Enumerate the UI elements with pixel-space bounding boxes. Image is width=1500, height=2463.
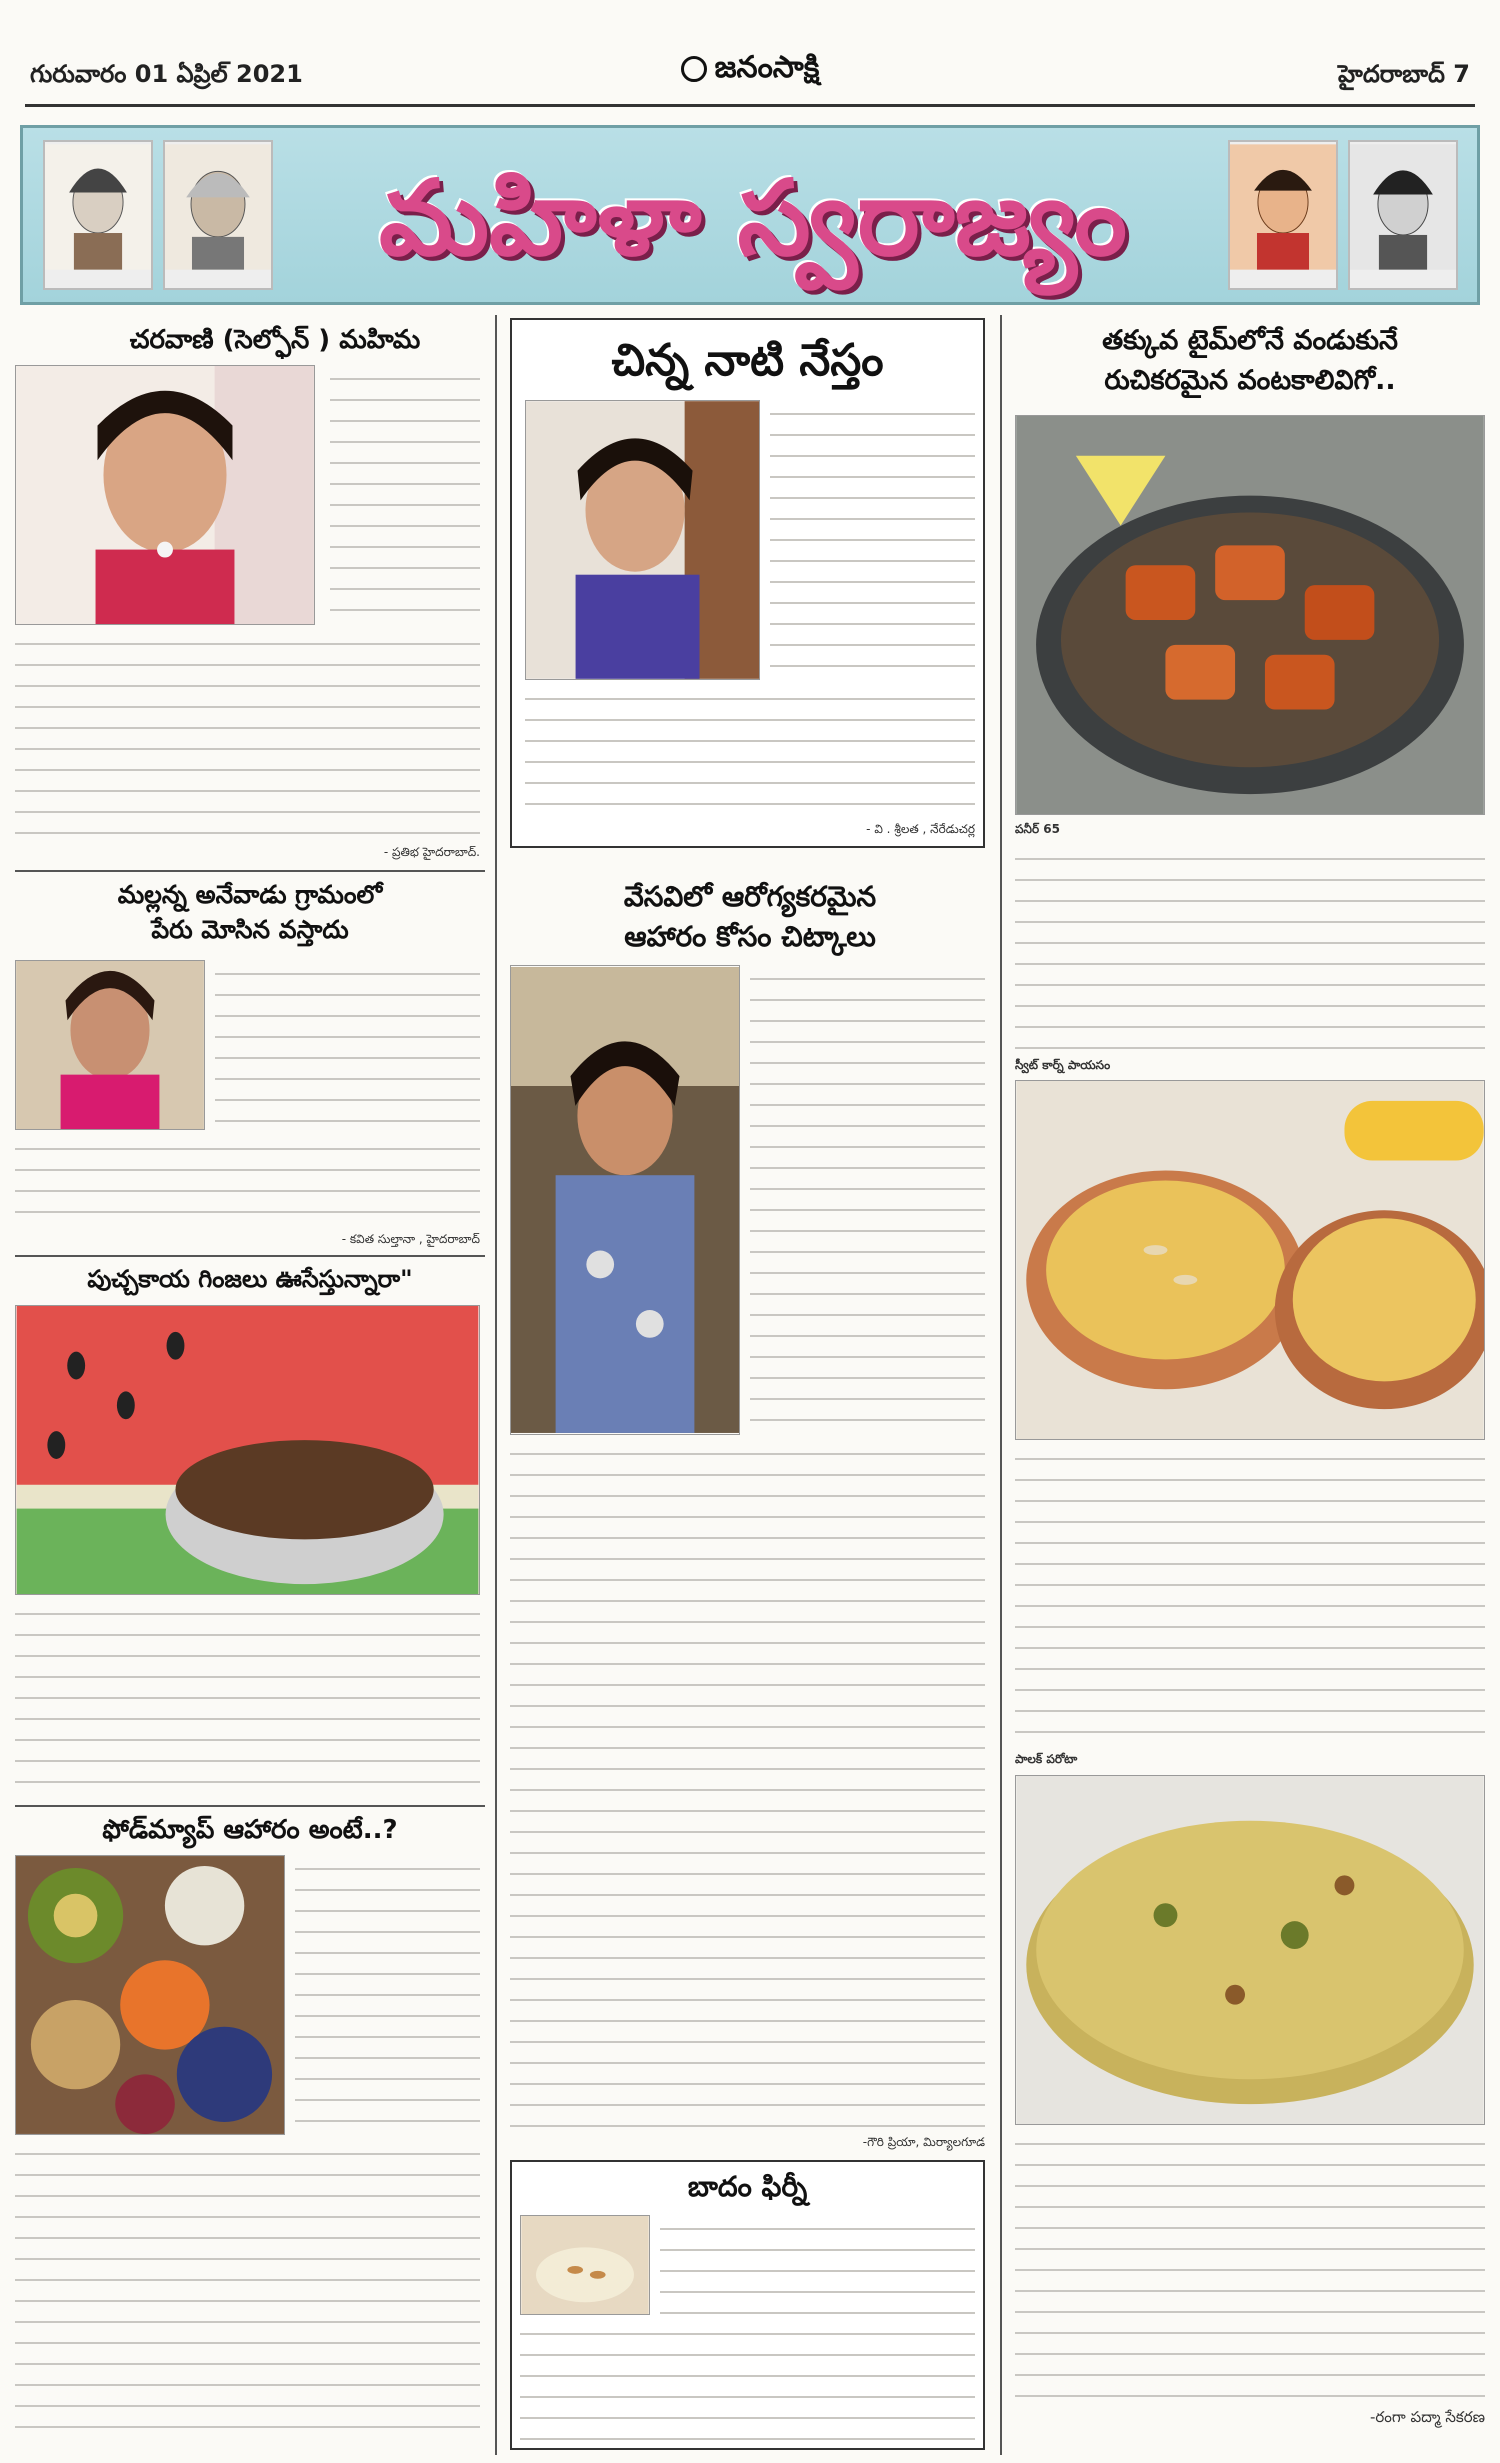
article-photo	[15, 1855, 285, 2135]
article-headline: చిన్న నాటి నేస్తం	[611, 335, 884, 386]
article-headline: ఫోడ్‌మ్యాప్ ఆహారం అంటే..?	[102, 1815, 398, 1845]
section-rule	[15, 870, 485, 872]
recipe-title: స్వీట్ కార్న్ పాయసం	[1015, 1058, 1111, 1072]
article-text-placeholder	[750, 965, 985, 1435]
article-text-placeholder	[660, 2215, 975, 2315]
article-photo	[15, 365, 315, 625]
article-headline: మల్లన్న అనేవాడు గ్రామంలో	[117, 880, 383, 909]
portrait-image	[1228, 140, 1338, 290]
article-text-placeholder	[15, 1135, 480, 1230]
masthead-rule	[25, 104, 1475, 107]
section-rule	[15, 1805, 485, 1807]
article-text-placeholder	[525, 685, 975, 815]
article-text-placeholder	[770, 400, 975, 680]
article-text-placeholder	[15, 630, 480, 840]
recipe-photo	[1015, 415, 1485, 815]
newspaper-logo	[650, 50, 850, 92]
portrait-image	[1348, 140, 1458, 290]
section-banner	[20, 125, 1480, 305]
article-credit: - వి . శ్రీలత , నేరేడుచర్ల	[866, 822, 975, 836]
banner-title: మహిళా స్వరాజ్యం	[379, 156, 1127, 279]
article-headline: తక్కువ టైమ్‌లోనే వండుకునే	[1102, 325, 1398, 356]
article-credit: -రంగా పద్మా సేకరణ	[1370, 2408, 1485, 2426]
article-headline: పేరు మోసిన వస్తాదు	[151, 915, 349, 944]
masthead	[0, 0, 1500, 120]
article-photo	[15, 960, 205, 1130]
article-headline: ఆహారం కోసం చిట్కాలు	[624, 920, 876, 953]
article-text-placeholder	[330, 365, 480, 625]
article-photo	[510, 965, 740, 1435]
issue-date: గురువారం 01 ఏప్రిల్ 2021	[30, 60, 303, 88]
article-text-placeholder	[215, 960, 480, 1130]
article-text-placeholder	[295, 1855, 480, 2135]
article-headline: పుచ్చకాయ గింజలు ఊసేస్తున్నారా"	[87, 1265, 413, 1293]
article-headline: చరవాణి (సెల్ఫోన్ ) మహిమ	[129, 325, 421, 355]
newspaper-name: జనంసాక్షి	[714, 50, 820, 85]
recipe-photo	[1015, 1080, 1485, 1440]
section-rule	[15, 1255, 485, 1257]
logo-icon	[681, 56, 707, 82]
recipe-photo	[1015, 1775, 1485, 2125]
article-credit: -గౌరి ప్రియా, మిర్యాలగూడ	[862, 2135, 985, 2149]
article-credit: - కవిత సుల్తానా , హైదరాబాద్	[341, 1232, 480, 1246]
column-divider	[1000, 315, 1002, 2455]
article-photo	[525, 400, 760, 680]
portrait-image	[163, 140, 273, 290]
article-text-placeholder	[520, 2320, 975, 2440]
recipe-title: పనీర్ 65	[1015, 822, 1060, 836]
recipe-text-placeholder	[1015, 2130, 1485, 2400]
recipe-text-placeholder	[1015, 1445, 1485, 1745]
article-text-placeholder	[15, 2140, 480, 2445]
recipe-text-placeholder	[1015, 845, 1485, 1055]
article-headline: బాదం ఫిర్నీ	[687, 2170, 808, 2203]
article-text-placeholder	[510, 1440, 985, 2130]
article-credit: - ప్రతిభ హైదరాబాద్.	[383, 845, 480, 859]
page-city-number: హైదరాబాద్ 7	[1338, 60, 1470, 88]
recipe-title: పాలక్ పరోటా	[1015, 1752, 1078, 1766]
article-photo	[520, 2215, 650, 2315]
article-photo	[15, 1305, 480, 1595]
column-divider	[495, 315, 497, 2455]
article-headline: వేసవిలో ఆరోగ్యకరమైన	[623, 880, 877, 913]
article-headline: రుచికరమైన వంటకాలివిగో..	[1104, 365, 1396, 396]
article-text-placeholder	[15, 1600, 480, 1795]
portrait-image	[43, 140, 153, 290]
